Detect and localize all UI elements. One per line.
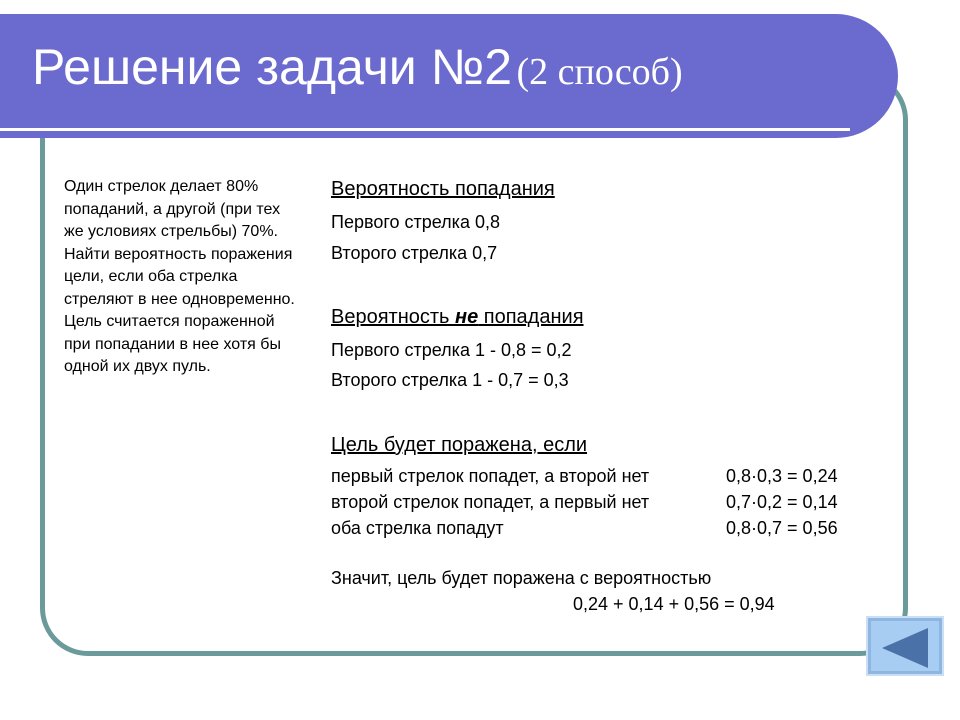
slide-title-main: Решение задачи №2 <box>32 39 513 95</box>
problem-statement: Один стрелок делает 80% попаданий, а другой (при тех же условиях стрельбы) 70%. Найти вероятность поражения цели, если оба стрелка стреляют в нее одновременно. Цель считается пораженной при попадании в нее хотя бы одной их двух пуль. <box>64 178 295 375</box>
title-underline <box>0 128 850 131</box>
hit-first: Первого стрелка 0,8 <box>331 212 500 232</box>
target-row-1-value: 0,8·0,3 = 0,24 <box>726 466 838 486</box>
back-arrow-icon <box>868 618 946 678</box>
slide-title <box>32 38 683 96</box>
target-row-3-label: оба стрелка попадут <box>331 518 504 538</box>
miss-heading-after: попадания <box>478 306 584 328</box>
conclusion-line-1: Значит, цель будет поражена с вероятностью <box>331 568 712 588</box>
target-row-1-label: первый стрелок попадет, а второй нет <box>331 466 650 486</box>
target-row-2-value: 0,7·0,2 = 0,14 <box>726 492 838 512</box>
hit-heading: Вероятность попадания <box>331 178 555 200</box>
miss-heading <box>331 306 584 329</box>
hit-second: Второго стрелка 0,7 <box>331 243 498 263</box>
back-button[interactable] <box>866 616 944 676</box>
miss-heading-emph: не <box>455 306 479 328</box>
target-heading: Цель будет поражена, если <box>331 434 588 456</box>
miss-second: Второго стрелка 1 - 0,7 = 0,3 <box>331 370 569 390</box>
miss-first: Первого стрелка 1 - 0,8 = 0,2 <box>331 340 572 360</box>
conclusion-line-2: 0,24 + 0,14 + 0,56 = 0,94 <box>573 594 775 614</box>
slide-title-sub: (2 способ) <box>516 51 683 93</box>
miss-heading-before: Вероятность <box>331 306 456 328</box>
target-row-2-label: второй стрелок попадет, а первый нет <box>331 492 650 512</box>
target-row-3-value: 0,8·0,7 = 0,56 <box>726 518 838 538</box>
